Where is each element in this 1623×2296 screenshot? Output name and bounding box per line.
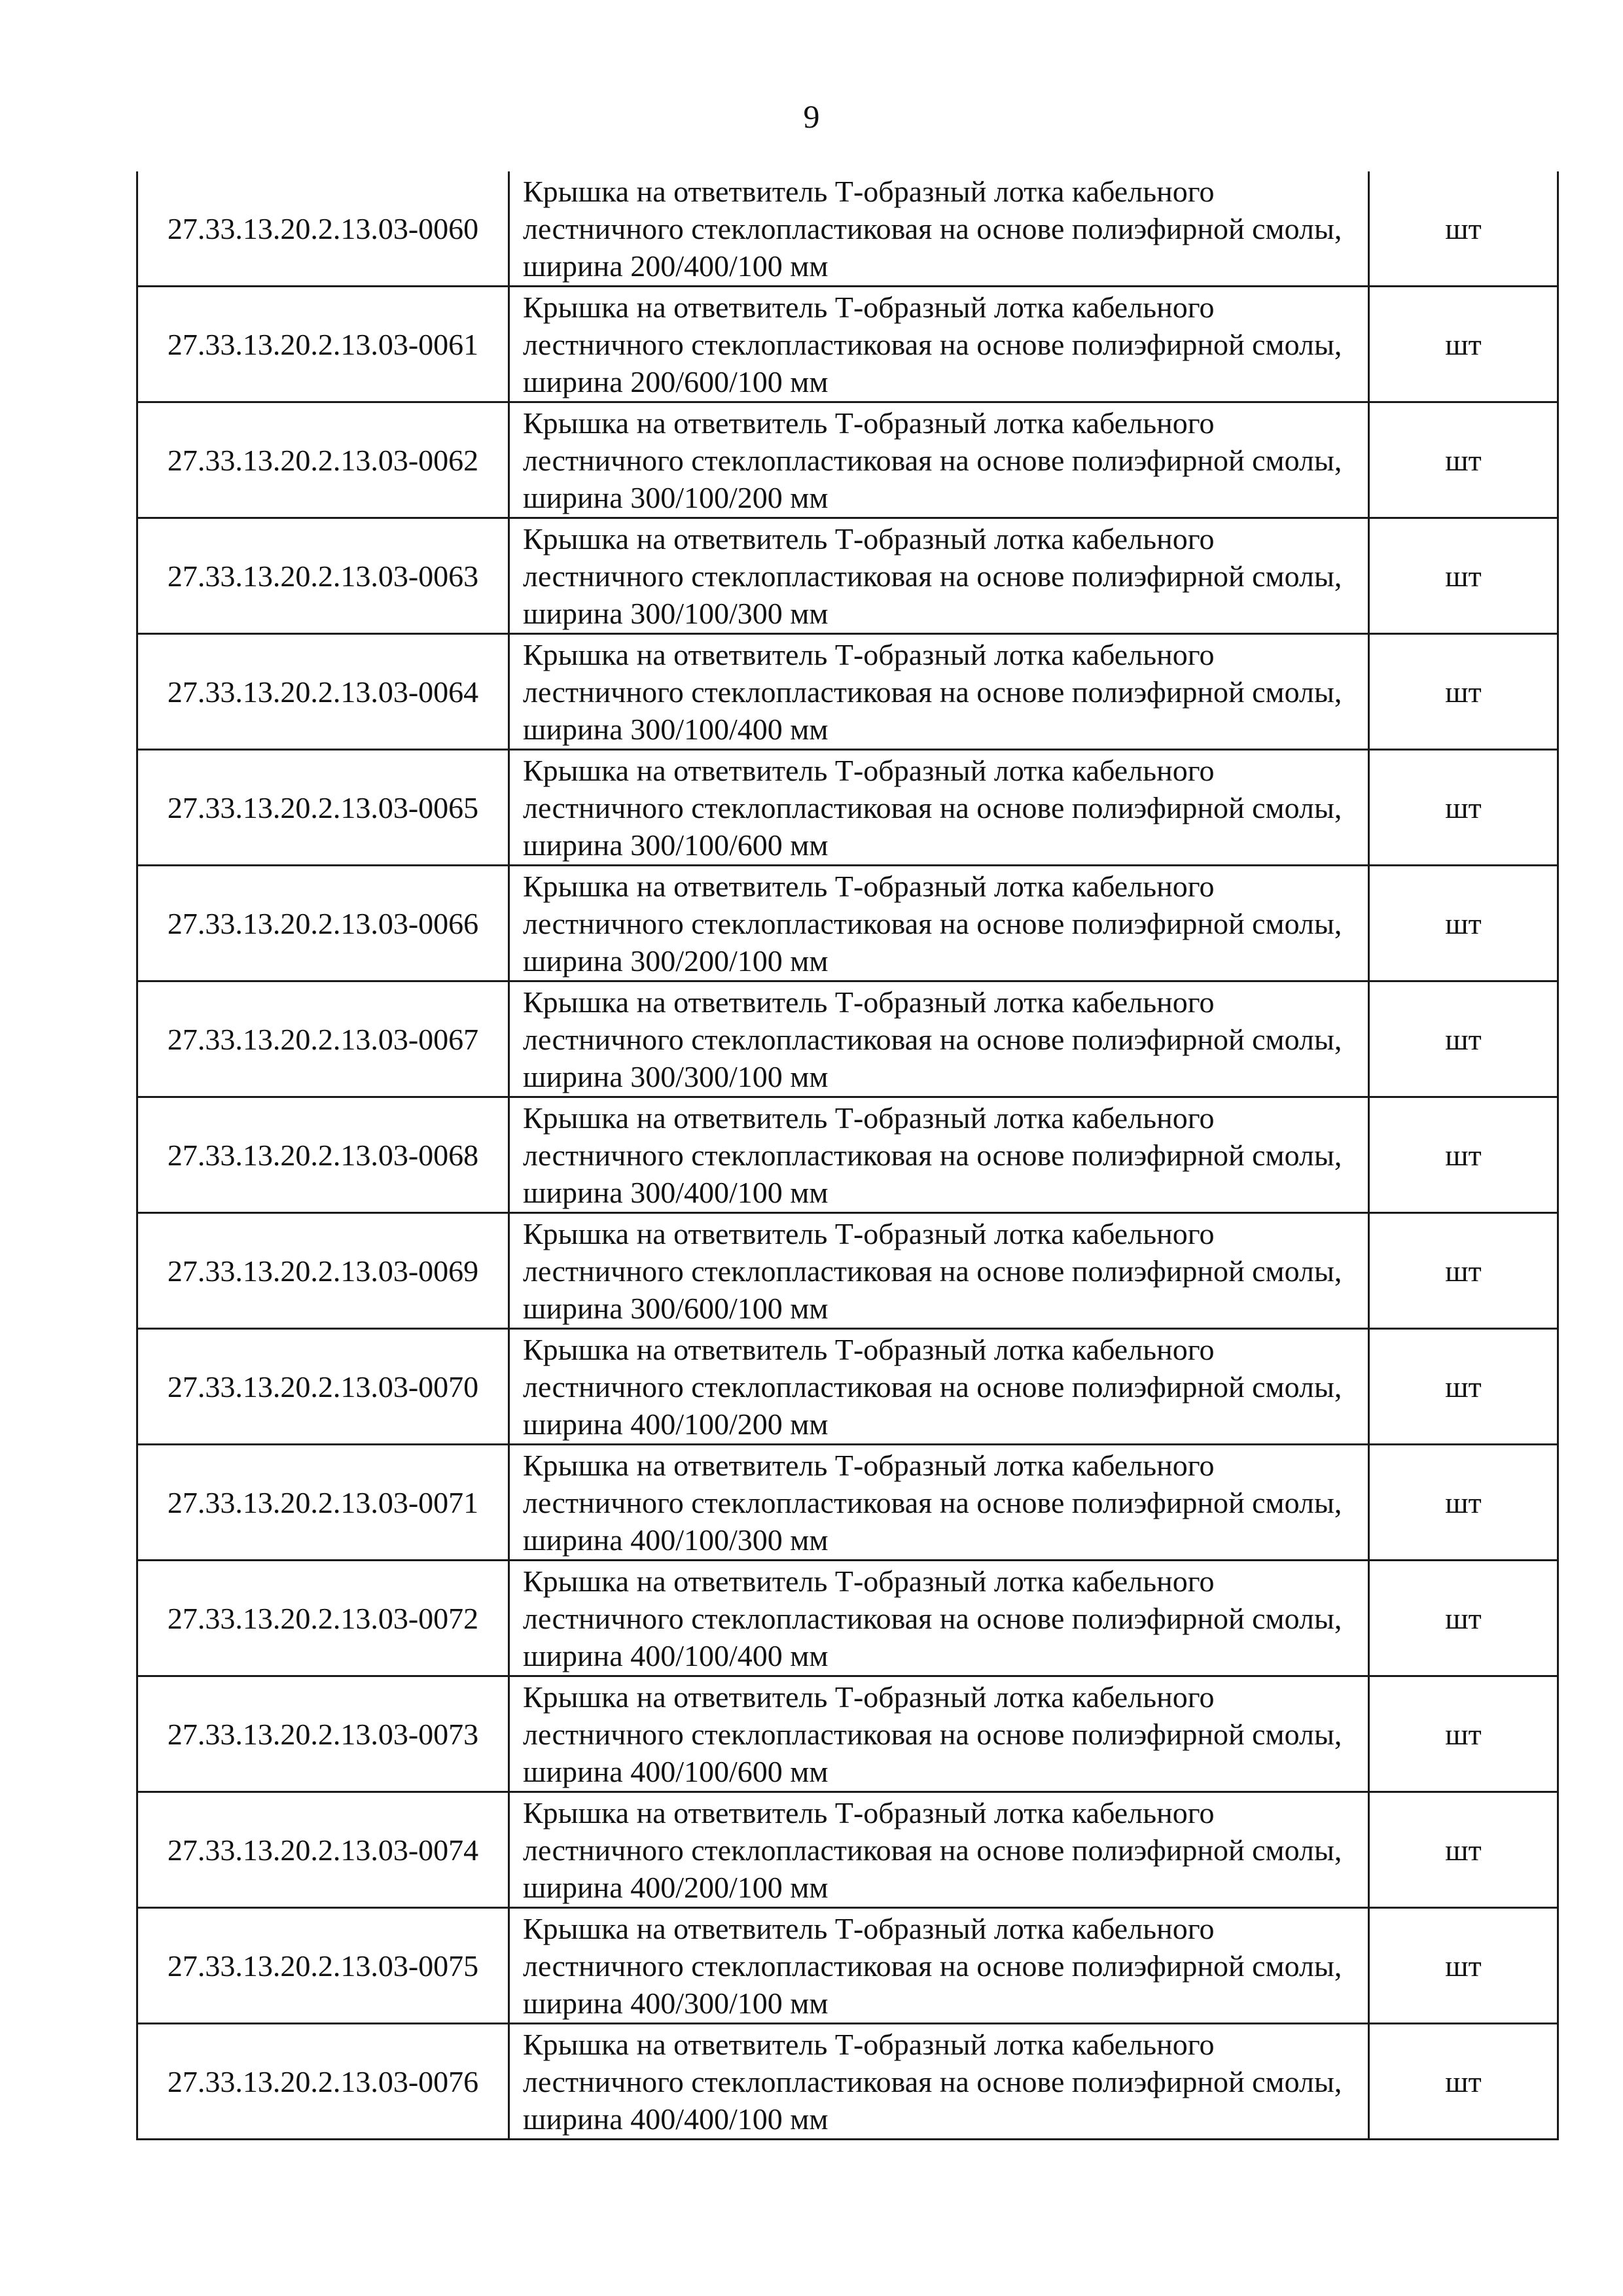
table-row [137, 518, 1558, 634]
table-row [137, 1329, 1558, 1445]
resource-code: 27.33.13.20.2.13.03-0074 [137, 1792, 509, 1908]
resource-description: Крышка на ответвитель Т-образный лотка кабельного лестничного стеклопластиковая на основе полиэфирной смолы, ширина 400/100/300 мм [509, 1445, 1369, 1561]
table-row [137, 1445, 1558, 1561]
resource-description: Крышка на ответвитель Т-образный лотка кабельного лестничного стеклопластиковая на основе полиэфирной смолы, ширина 400/100/200 мм [509, 1329, 1369, 1445]
unit-of-measure: шт [1369, 634, 1558, 750]
resource-description: Крышка на ответвитель Т-образный лотка кабельного лестничного стеклопластиковая на основе полиэфирной смолы, ширина 200/400/100 мм [509, 171, 1369, 287]
table-row [137, 1792, 1558, 1908]
unit-of-measure: шт [1369, 1213, 1558, 1329]
unit-of-measure: шт [1369, 2024, 1558, 2140]
resource-description: Крышка на ответвитель Т-образный лотка кабельного лестничного стеклопластиковая на основе полиэфирной смолы, ширина 300/400/100 мм [509, 1097, 1369, 1213]
resource-code: 27.33.13.20.2.13.03-0069 [137, 1213, 509, 1329]
table-row [137, 634, 1558, 750]
unit-of-measure: шт [1369, 1676, 1558, 1792]
resource-description: Крышка на ответвитель Т-образный лотка кабельного лестничного стеклопластиковая на основе полиэфирной смолы, ширина 400/300/100 мм [509, 1908, 1369, 2024]
unit-of-measure: шт [1369, 518, 1558, 634]
table-row [137, 750, 1558, 866]
table-row [137, 981, 1558, 1097]
resource-description: Крышка на ответвитель Т-образный лотка кабельного лестничного стеклопластиковая на основе полиэфирной смолы, ширина 400/100/400 мм [509, 1561, 1369, 1676]
resource-description: Крышка на ответвитель Т-образный лотка кабельного лестничного стеклопластиковая на основе полиэфирной смолы, ширина 300/200/100 мм [509, 866, 1369, 981]
resource-code: 27.33.13.20.2.13.03-0067 [137, 981, 509, 1097]
unit-of-measure: шт [1369, 866, 1558, 981]
page-number: 9 [803, 98, 820, 135]
resource-code: 27.33.13.20.2.13.03-0076 [137, 2024, 509, 2140]
table-row [137, 1213, 1558, 1329]
unit-of-measure: шт [1369, 1792, 1558, 1908]
resource-code: 27.33.13.20.2.13.03-0062 [137, 402, 509, 518]
resource-code: 27.33.13.20.2.13.03-0073 [137, 1676, 509, 1792]
resource-code: 27.33.13.20.2.13.03-0070 [137, 1329, 509, 1445]
resource-description: Крышка на ответвитель Т-образный лотка кабельного лестничного стеклопластиковая на основе полиэфирной смолы, ширина 300/100/200 мм [509, 402, 1369, 518]
resource-description: Крышка на ответвитель Т-образный лотка кабельного лестничного стеклопластиковая на основе полиэфирной смолы, ширина 200/600/100 мм [509, 287, 1369, 402]
resource-description: Крышка на ответвитель Т-образный лотка кабельного лестничного стеклопластиковая на основе полиэфирной смолы, ширина 300/300/100 мм [509, 981, 1369, 1097]
resource-code: 27.33.13.20.2.13.03-0072 [137, 1561, 509, 1676]
unit-of-measure: шт [1369, 402, 1558, 518]
resource-code: 27.33.13.20.2.13.03-0063 [137, 518, 509, 634]
table-row [137, 402, 1558, 518]
unit-of-measure: шт [1369, 1908, 1558, 2024]
unit-of-measure: шт [1369, 1445, 1558, 1561]
table-row [137, 1908, 1558, 2024]
resource-description: Крышка на ответвитель Т-образный лотка кабельного лестничного стеклопластиковая на основе полиэфирной смолы, ширина 400/400/100 мм [509, 2024, 1369, 2140]
resource-code: 27.33.13.20.2.13.03-0064 [137, 634, 509, 750]
resource-code: 27.33.13.20.2.13.03-0075 [137, 1908, 509, 2024]
unit-of-measure: шт [1369, 1329, 1558, 1445]
table-row [137, 287, 1558, 402]
resource-code: 27.33.13.20.2.13.03-0071 [137, 1445, 509, 1561]
resource-code: 27.33.13.20.2.13.03-0065 [137, 750, 509, 866]
unit-of-measure: шт [1369, 1561, 1558, 1676]
resource-code: 27.33.13.20.2.13.03-0068 [137, 1097, 509, 1213]
table-row [137, 2024, 1558, 2140]
table-row [137, 1097, 1558, 1213]
unit-of-measure: шт [1369, 750, 1558, 866]
resource-description: Крышка на ответвитель Т-образный лотка кабельного лестничного стеклопластиковая на основе полиэфирной смолы, ширина 300/100/600 мм [509, 750, 1369, 866]
resource-description: Крышка на ответвитель Т-образный лотка кабельного лестничного стеклопластиковая на основе полиэфирной смолы, ширина 400/200/100 мм [509, 1792, 1369, 1908]
resource-table [136, 171, 1559, 2140]
unit-of-measure: шт [1369, 981, 1558, 1097]
resource-description: Крышка на ответвитель Т-образный лотка кабельного лестничного стеклопластиковая на основе полиэфирной смолы, ширина 300/600/100 мм [509, 1213, 1369, 1329]
resource-description: Крышка на ответвитель Т-образный лотка кабельного лестничного стеклопластиковая на основе полиэфирной смолы, ширина 300/100/300 мм [509, 518, 1369, 634]
resource-code: 27.33.13.20.2.13.03-0061 [137, 287, 509, 402]
table-row [137, 866, 1558, 981]
unit-of-measure: шт [1369, 287, 1558, 402]
resource-description: Крышка на ответвитель Т-образный лотка кабельного лестничного стеклопластиковая на основе полиэфирной смолы, ширина 300/100/400 мм [509, 634, 1369, 750]
unit-of-measure: шт [1369, 1097, 1558, 1213]
table-row [137, 171, 1558, 287]
resource-description: Крышка на ответвитель Т-образный лотка кабельного лестничного стеклопластиковая на основе полиэфирной смолы, ширина 400/100/600 мм [509, 1676, 1369, 1792]
table-row [137, 1561, 1558, 1676]
unit-of-measure: шт [1369, 171, 1558, 287]
table-row [137, 1676, 1558, 1792]
resource-code: 27.33.13.20.2.13.03-0060 [137, 171, 509, 287]
resource-code: 27.33.13.20.2.13.03-0066 [137, 866, 509, 981]
